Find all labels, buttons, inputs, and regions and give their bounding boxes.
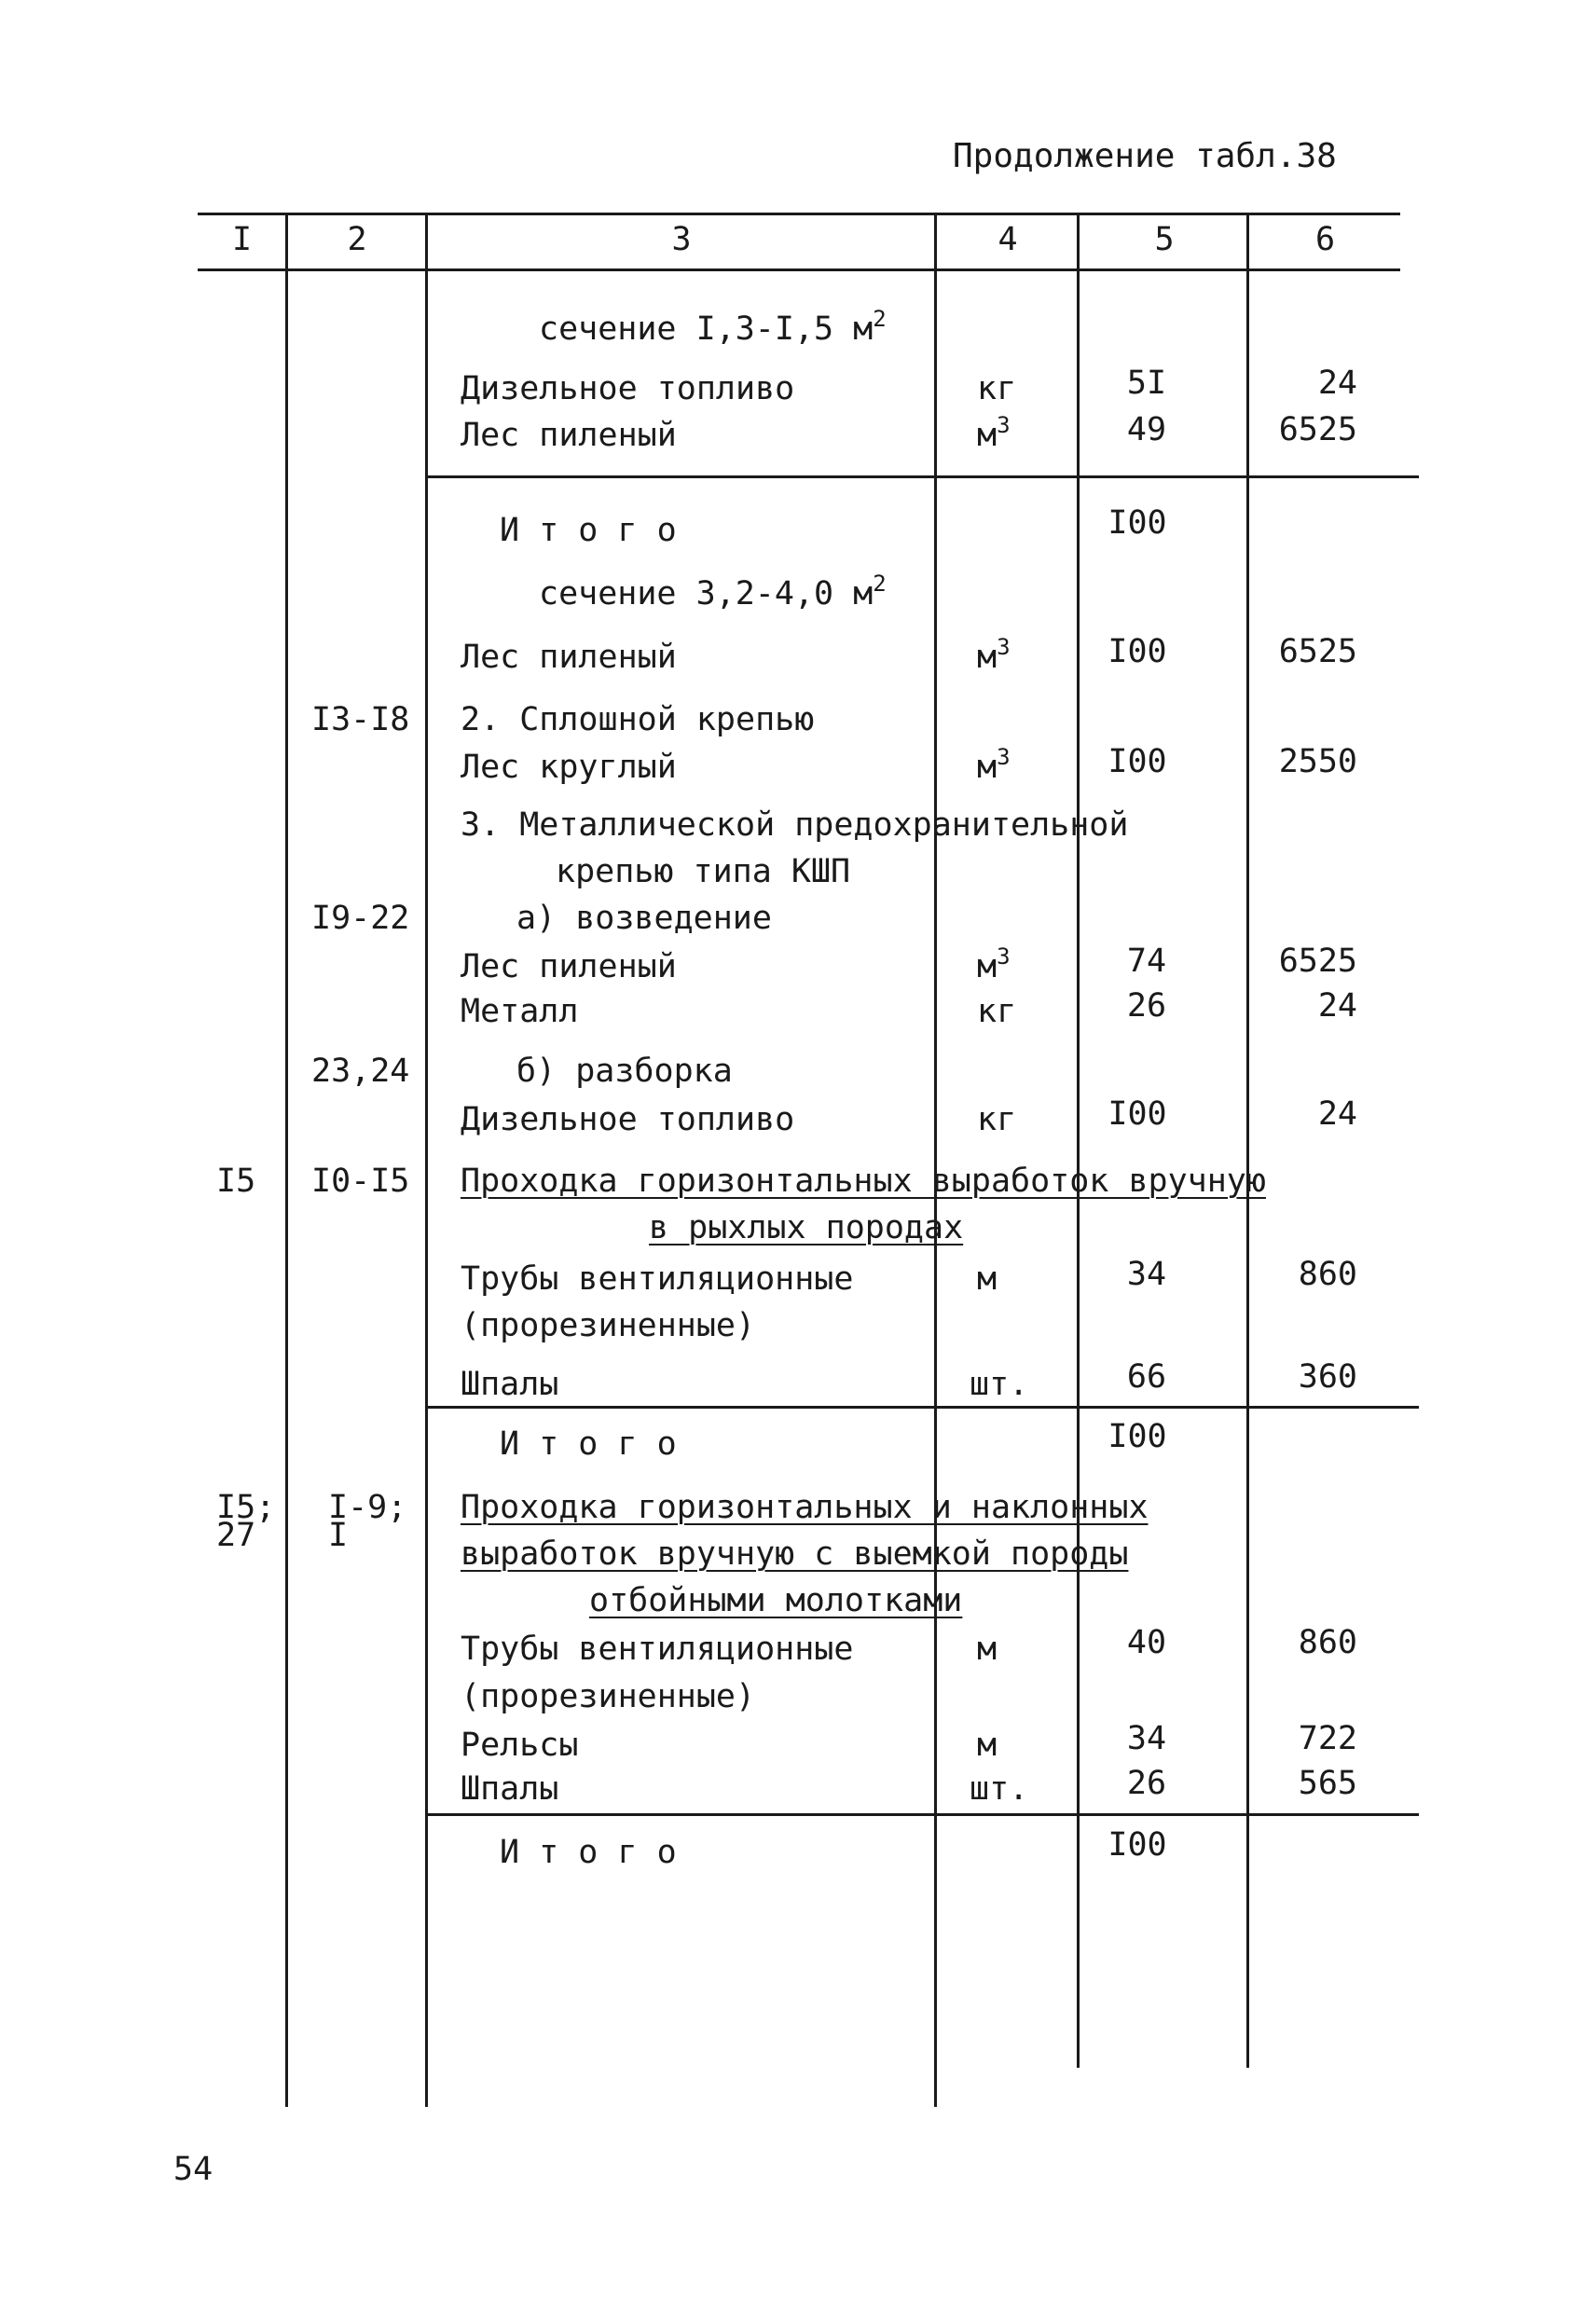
row-total: И т о г о bbox=[500, 1425, 677, 1463]
row-heading-manual-driving: Проходка горизонтальных выработок вручную bbox=[461, 1163, 1266, 1200]
qty-cell: 34 bbox=[1126, 1256, 1167, 1293]
row-section-1-3-1-5: сечение I,3-I,5 $м^2$ bbox=[539, 306, 887, 348]
table-caption: Продолжение табл.38 bbox=[953, 137, 1337, 175]
row-metal: Металл bbox=[461, 993, 579, 1030]
col2-code-23-24: 23,24 bbox=[311, 1053, 410, 1090]
col1-code-15: I5 bbox=[216, 1163, 256, 1200]
code-cell: 860 bbox=[1298, 1256, 1357, 1293]
section-rule-2 bbox=[425, 1406, 1419, 1409]
unit-cell: кг bbox=[977, 993, 1017, 1030]
code-cell: 6525 bbox=[1278, 633, 1357, 670]
qty-cell: I00 bbox=[1108, 504, 1167, 542]
unit-cell: м bbox=[977, 1260, 998, 1298]
row-erection: а) возведение bbox=[516, 900, 772, 937]
qty-cell: 66 bbox=[1126, 1358, 1167, 1396]
unit-cell: $м^3$ bbox=[977, 634, 1011, 676]
unit-cell: $м^3$ bbox=[977, 943, 1011, 985]
col1-code-15-semicolon: I5; bbox=[216, 1489, 276, 1526]
row-heading-horizontal-inclined-cont2: отбойными молотками bbox=[589, 1582, 963, 1619]
row-diesel-fuel: Дизельное топливо bbox=[461, 370, 795, 407]
qty-cell: 5I bbox=[1126, 365, 1167, 402]
row-metal-support-heading-cont: крепью типа КШП bbox=[556, 853, 851, 890]
header-top-rule bbox=[198, 213, 1400, 215]
row-sawn-timber: Лес пиленый bbox=[461, 948, 677, 985]
row-rubberized: (прорезиненные) bbox=[461, 1307, 756, 1344]
code-cell: 565 bbox=[1298, 1765, 1357, 1802]
unit-cell: кг bbox=[977, 1101, 1017, 1138]
col1-code-27: 27 bbox=[216, 1517, 256, 1554]
header-col-2: 2 bbox=[347, 221, 367, 258]
unit-cell: м bbox=[977, 1727, 998, 1764]
row-diesel-fuel: Дизельное топливо bbox=[461, 1101, 795, 1138]
section-rule-3 bbox=[425, 1813, 1419, 1816]
unit-cell: м bbox=[977, 1631, 998, 1668]
row-metal-support-heading: 3. Металлической предохранительной bbox=[461, 806, 1129, 844]
row-rails: Рельсы bbox=[461, 1727, 579, 1764]
header-col-1: I bbox=[231, 221, 253, 258]
row-ventilation-pipes: Трубы вентиляционные bbox=[461, 1260, 854, 1298]
row-ventilation-pipes: Трубы вентиляционные bbox=[461, 1631, 854, 1668]
row-total: И т о г о bbox=[500, 1834, 677, 1871]
row-heading-manual-driving-cont: в рыхлых породах bbox=[649, 1209, 964, 1246]
row-heading-horizontal-inclined-cont: выработок вручную с выемкой породы bbox=[461, 1535, 1129, 1573]
code-cell: 6525 bbox=[1278, 411, 1357, 448]
code-cell: 24 bbox=[1317, 987, 1357, 1025]
qty-cell: I00 bbox=[1108, 1826, 1167, 1864]
column-rule-3 bbox=[934, 213, 937, 2107]
unit-cell: шт. bbox=[970, 1770, 1029, 1808]
qty-cell: I00 bbox=[1108, 1418, 1167, 1455]
row-rubberized: (прорезиненные) bbox=[461, 1678, 756, 1715]
code-cell: 24 bbox=[1317, 1095, 1357, 1133]
column-rule-2 bbox=[425, 213, 428, 2107]
qty-cell: I00 bbox=[1108, 1095, 1167, 1133]
column-rule-4 bbox=[1077, 213, 1080, 2068]
qty-cell: I00 bbox=[1108, 743, 1167, 780]
col2-code-10-15: I0-I5 bbox=[311, 1163, 410, 1200]
header-col-6: 6 bbox=[1314, 221, 1336, 258]
col2-code-1: I bbox=[328, 1517, 349, 1554]
row-total: И т о г о bbox=[500, 512, 677, 549]
qty-cell: 34 bbox=[1126, 1720, 1167, 1757]
row-round-timber: Лес круглый bbox=[461, 749, 677, 786]
code-cell: 6525 bbox=[1278, 943, 1357, 980]
code-cell: 722 bbox=[1298, 1720, 1357, 1757]
unit-cell: кг bbox=[977, 370, 1017, 407]
row-sawn-timber: Лес пиленый bbox=[461, 639, 677, 676]
row-heading-horizontal-inclined: Проходка горизонтальных и наклонных bbox=[461, 1489, 1149, 1526]
header-col-5: 5 bbox=[1154, 221, 1175, 258]
qty-cell: I00 bbox=[1108, 633, 1167, 670]
row-sleepers: Шпалы bbox=[461, 1770, 559, 1808]
header-col-3: 3 bbox=[671, 221, 692, 258]
section-rule-1 bbox=[425, 475, 1419, 478]
code-cell: 24 bbox=[1317, 365, 1357, 402]
col2-code-13-18: I3-I8 bbox=[311, 701, 410, 738]
header-col-4: 4 bbox=[998, 221, 1018, 258]
unit-cell: $м^3$ bbox=[977, 744, 1011, 786]
qty-cell: 26 bbox=[1126, 1765, 1167, 1802]
unit-cell: $м^3$ bbox=[977, 412, 1011, 454]
col2-code-19-22: I9-22 bbox=[311, 900, 410, 937]
qty-cell: 49 bbox=[1126, 411, 1167, 448]
page-number: 54 bbox=[173, 2151, 213, 2188]
code-cell: 860 bbox=[1298, 1624, 1357, 1661]
row-section-3-2-4-0: сечение 3,2-4,0 $м^2$ bbox=[539, 571, 887, 612]
row-solid-support-heading: 2. Сплошной крепью bbox=[461, 701, 815, 738]
row-sawn-timber: Лес пиленый bbox=[461, 417, 677, 454]
column-rule-1 bbox=[285, 213, 288, 2107]
row-sleepers: Шпалы bbox=[461, 1366, 559, 1403]
qty-cell: 40 bbox=[1126, 1624, 1167, 1661]
code-cell: 360 bbox=[1298, 1358, 1357, 1396]
code-cell: 2550 bbox=[1278, 743, 1357, 780]
unit-cell: шт. bbox=[970, 1366, 1029, 1403]
qty-cell: 74 bbox=[1126, 943, 1167, 980]
row-dismantling: б) разборка bbox=[516, 1053, 733, 1090]
qty-cell: 26 bbox=[1126, 987, 1167, 1025]
header-bottom-rule bbox=[198, 268, 1400, 271]
col2-code-1-9: I-9; bbox=[328, 1489, 407, 1526]
